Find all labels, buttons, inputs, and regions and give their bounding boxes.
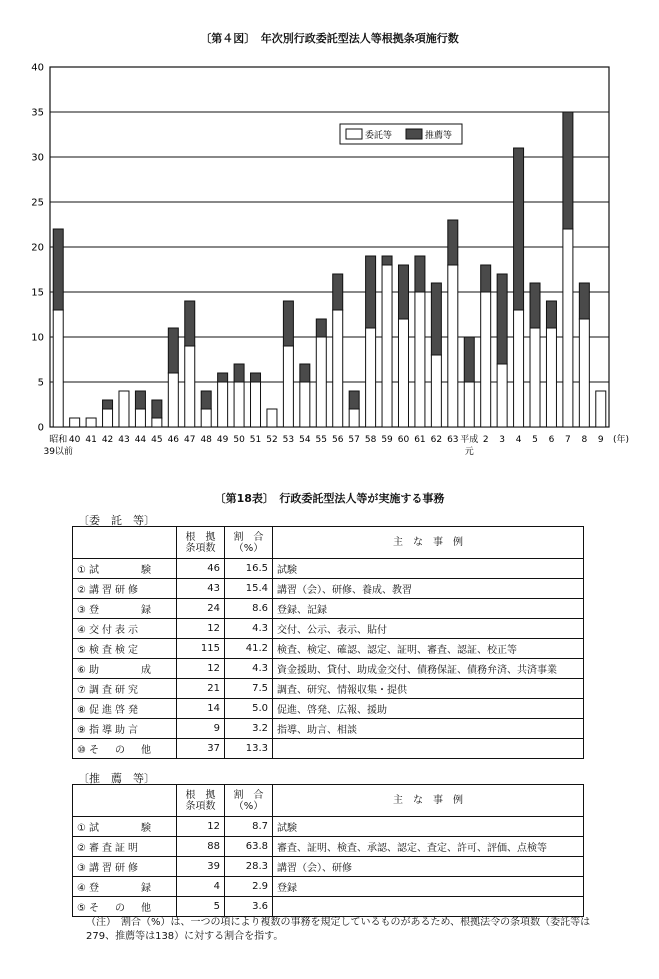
- cell-ratio: 13.3: [225, 739, 273, 759]
- bar-itaku: [349, 409, 359, 427]
- cell-example: 講習（会）、研修、養成、教習: [273, 579, 584, 599]
- bar-suisen: [579, 283, 589, 319]
- cell-count: 12: [177, 619, 225, 639]
- bar-suisen: [251, 373, 261, 382]
- cell-ratio: 28.3: [225, 857, 273, 877]
- bar-itaku: [382, 265, 392, 427]
- x-tick-label: 49: [216, 435, 229, 445]
- header-count: 根 拠 条項数: [177, 527, 225, 559]
- cell-example: 講習（会）、研修: [273, 857, 584, 877]
- cell-ratio: 4.3: [225, 659, 273, 679]
- x-tick-label: 62: [430, 435, 443, 445]
- bar-suisen: [514, 148, 524, 310]
- bar-suisen: [168, 328, 178, 373]
- cell-ratio: 41.2: [225, 639, 273, 659]
- bar-itaku: [398, 319, 408, 427]
- bar-suisen: [431, 283, 441, 355]
- cell-example: 促進、啓発、広報、援助: [273, 699, 584, 719]
- x-tick-label: 45: [151, 435, 163, 445]
- bar-itaku: [53, 310, 63, 427]
- bar-itaku: [185, 346, 195, 427]
- stacked-bar-chart: [0, 0, 659, 470]
- table-row: [73, 659, 584, 679]
- cell-item: ④登 録: [73, 877, 177, 897]
- bar-itaku: [579, 319, 589, 427]
- bar-itaku: [546, 328, 556, 427]
- cell-item: ⑧促進啓発: [73, 699, 177, 719]
- x-tick-label: 52: [266, 435, 278, 445]
- table-row: [73, 857, 584, 877]
- cell-count: 5: [177, 897, 225, 917]
- cell-ratio: 15.4: [225, 579, 273, 599]
- bar-itaku: [283, 346, 293, 427]
- x-tick-label: 60: [397, 435, 410, 445]
- cell-example: 調査、研究、情報収集・提供: [273, 679, 584, 699]
- cell-count: 46: [177, 559, 225, 579]
- bar-suisen: [316, 319, 326, 337]
- y-tick-label: 25: [31, 197, 44, 209]
- itaku-table: [72, 526, 584, 759]
- cell-count: 39: [177, 857, 225, 877]
- header-count: 根 拠 条項数: [177, 785, 225, 817]
- y-tick-label: 35: [31, 107, 44, 119]
- y-tick-label: 40: [31, 62, 44, 74]
- bar-itaku: [497, 364, 507, 427]
- cell-example: 登録、記録: [273, 599, 584, 619]
- y-tick-label: 30: [31, 152, 44, 164]
- cell-example: [273, 897, 584, 917]
- cell-example: [273, 739, 584, 759]
- x-tick-label: 2: [482, 435, 489, 445]
- table-title: 〔第18表〕 行政委託型法人等が実施する事務: [214, 492, 445, 505]
- x-tick-label: 56: [331, 435, 344, 445]
- cell-item: ③講習研修: [73, 857, 177, 877]
- table-row: [73, 837, 584, 857]
- bar-suisen: [103, 400, 113, 409]
- bar-itaku: [267, 409, 277, 427]
- x-tick-label: 58: [364, 435, 377, 445]
- x-tick-label: 9: [597, 435, 604, 445]
- x-tick-label: 43: [118, 435, 130, 445]
- x-tick-label: 59: [381, 435, 393, 445]
- x-tick-label: 元: [464, 447, 474, 457]
- table-row: [73, 817, 584, 837]
- bar-suisen: [53, 229, 63, 310]
- bar-suisen: [481, 265, 491, 292]
- bar-suisen: [300, 364, 310, 382]
- x-tick-label: 44: [134, 435, 147, 445]
- cell-example: 資金援助、貸付、助成金交付、債務保証、債務弁済、共済事業: [273, 659, 584, 679]
- table-row: [73, 619, 584, 639]
- cell-ratio: 63.8: [225, 837, 273, 857]
- x-tick-label: 7: [565, 435, 571, 445]
- cell-item: ⑤そ の 他: [73, 897, 177, 917]
- header-item: [73, 785, 177, 817]
- x-tick-label: 47: [184, 435, 196, 445]
- x-tick-label: 3: [499, 435, 505, 445]
- bar-suisen: [530, 283, 540, 328]
- figure-title: 〔第４図〕 年次別行政委託型法人等根拠条項施行数: [200, 32, 459, 45]
- x-tick-label: 4: [515, 435, 522, 445]
- cell-count: 12: [177, 817, 225, 837]
- cell-item: ⑦調査研究: [73, 679, 177, 699]
- bar-itaku: [135, 409, 145, 427]
- cell-ratio: 3.6: [225, 897, 273, 917]
- table-row: [73, 739, 584, 759]
- y-tick-label: 0: [37, 422, 44, 434]
- header-example: 主 な 事 例: [273, 785, 584, 817]
- legend-swatch-suisen: [406, 129, 422, 139]
- table-row: [73, 897, 584, 917]
- cell-count: 43: [177, 579, 225, 599]
- cell-item: ④交付表示: [73, 619, 177, 639]
- table-row: [73, 559, 584, 579]
- cell-ratio: 7.5: [225, 679, 273, 699]
- bar-suisen: [546, 301, 556, 328]
- bar-itaku: [415, 292, 425, 427]
- cell-count: 21: [177, 679, 225, 699]
- header-ratio: 割 合 （%）: [225, 527, 273, 559]
- y-tick-label: 10: [31, 332, 44, 344]
- bar-itaku: [300, 382, 310, 427]
- bar-itaku: [201, 409, 211, 427]
- cell-ratio: 8.7: [225, 817, 273, 837]
- bar-itaku: [333, 310, 343, 427]
- bar-itaku: [563, 229, 573, 427]
- x-tick-label: 41: [85, 435, 97, 445]
- cell-count: 37: [177, 739, 225, 759]
- table-row: [73, 679, 584, 699]
- bar-itaku: [596, 391, 606, 427]
- cell-example: 審査、証明、検査、承認、認定、査定、許可、評価、点検等: [273, 837, 584, 857]
- cell-item: ⑥助 成: [73, 659, 177, 679]
- table-note: （注） 割合（%）は、一つの項により複数の事務を規定しているものがあるため、根拠法令の条項数（委託等は279、推薦等は138）に対する割合を指す。: [86, 917, 591, 942]
- bar-suisen: [448, 220, 458, 265]
- cell-count: 9: [177, 719, 225, 739]
- cell-example: 検査、検定、確認、認定、証明、審査、認証、校正等: [273, 639, 584, 659]
- bar-suisen: [563, 112, 573, 229]
- bar-itaku: [119, 391, 129, 427]
- header-item: [73, 527, 177, 559]
- legend-label-itaku: 委託等: [365, 131, 393, 141]
- x-tick-label: 48: [200, 435, 212, 445]
- cell-count: 24: [177, 599, 225, 619]
- cell-ratio: 5.0: [225, 699, 273, 719]
- bar-itaku: [86, 418, 96, 427]
- cell-item: ②審査証明: [73, 837, 177, 857]
- legend-label-suisen: 推薦等: [425, 131, 453, 141]
- x-tick-label: 5: [532, 435, 538, 445]
- y-tick-label: 20: [31, 242, 44, 254]
- bar-suisen: [218, 373, 228, 382]
- bar-suisen: [185, 301, 195, 346]
- bar-itaku: [316, 337, 326, 427]
- legend-swatch-itaku: [346, 129, 362, 139]
- x-tick-label: 39以前: [43, 447, 73, 457]
- x-tick-label: 40: [68, 435, 81, 445]
- x-tick-label: 50: [233, 435, 245, 445]
- header-ratio: 割 合 （%）: [225, 785, 273, 817]
- itaku-section-label: 〔委 託 等〕: [78, 514, 155, 527]
- x-axis-label: (年): [613, 435, 630, 445]
- bar-itaku: [530, 328, 540, 427]
- cell-count: 12: [177, 659, 225, 679]
- cell-example: 登録: [273, 877, 584, 897]
- bar-suisen: [234, 364, 244, 382]
- x-tick-label: 6: [548, 435, 555, 445]
- bar-itaku: [514, 310, 524, 427]
- cell-count: 88: [177, 837, 225, 857]
- cell-count: 14: [177, 699, 225, 719]
- bar-itaku: [464, 382, 474, 427]
- x-tick-label: 53: [282, 435, 295, 445]
- bar-suisen: [152, 400, 162, 418]
- cell-example: 試験: [273, 817, 584, 837]
- cell-ratio: 2.9: [225, 877, 273, 897]
- cell-ratio: 3.2: [225, 719, 273, 739]
- bar-itaku: [70, 418, 80, 427]
- cell-count: 4: [177, 877, 225, 897]
- cell-ratio: 4.3: [225, 619, 273, 639]
- bar-suisen: [398, 265, 408, 319]
- x-tick-label: 55: [315, 435, 328, 445]
- cell-item: ③登 録: [73, 599, 177, 619]
- bar-itaku: [234, 382, 244, 427]
- x-tick-label: 46: [167, 435, 180, 445]
- bar-itaku: [168, 373, 178, 427]
- table-row: [73, 719, 584, 739]
- cell-item: ⑤検査検定: [73, 639, 177, 659]
- suisen-header-row: [73, 785, 584, 817]
- cell-example: 試験: [273, 559, 584, 579]
- x-tick-label: 63: [447, 435, 459, 445]
- bar-itaku: [218, 382, 228, 427]
- table-row: [73, 639, 584, 659]
- cell-example: 指導、助言、相談: [273, 719, 584, 739]
- cell-ratio: 16.5: [225, 559, 273, 579]
- itaku-header-row: [73, 527, 584, 559]
- cell-item: ⑩そ の 他: [73, 739, 177, 759]
- suisen-table: [72, 784, 584, 917]
- table-row: [73, 877, 584, 897]
- cell-example: 交付、公示、表示、貼付: [273, 619, 584, 639]
- bar-suisen: [415, 256, 425, 292]
- bar-suisen: [497, 274, 507, 364]
- x-tick-label: 61: [414, 435, 426, 445]
- bar-itaku: [448, 265, 458, 427]
- x-tick-label: 平成: [460, 435, 479, 445]
- x-tick-label: 54: [299, 435, 311, 445]
- bar-itaku: [481, 292, 491, 427]
- x-tick-label: 57: [348, 435, 360, 445]
- x-tick-label: 昭和: [49, 435, 68, 445]
- cell-item: ②講習研修: [73, 579, 177, 599]
- bar-suisen: [283, 301, 293, 346]
- x-tick-label: 51: [249, 435, 262, 445]
- cell-ratio: 8.6: [225, 599, 273, 619]
- bar-suisen: [333, 274, 343, 310]
- table-row: [73, 699, 584, 719]
- x-tick-label: 8: [581, 435, 588, 445]
- bar-itaku: [366, 328, 376, 427]
- bar-suisen: [366, 256, 376, 328]
- bar-suisen: [464, 337, 474, 382]
- bar-itaku: [251, 382, 261, 427]
- y-tick-label: 5: [37, 377, 44, 389]
- y-tick-label: 15: [31, 287, 44, 299]
- header-example: 主 な 事 例: [273, 527, 584, 559]
- cell-item: ①試 験: [73, 559, 177, 579]
- bar-suisen: [135, 391, 145, 409]
- x-tick-label: 42: [101, 435, 114, 445]
- cell-count: 115: [177, 639, 225, 659]
- bar-itaku: [431, 355, 441, 427]
- bar-suisen: [349, 391, 359, 409]
- suisen-section-label: 〔推 薦 等〕: [78, 772, 155, 785]
- cell-item: ①試 験: [73, 817, 177, 837]
- bar-suisen: [382, 256, 392, 265]
- bar-itaku: [152, 418, 162, 427]
- table-row: [73, 599, 584, 619]
- cell-item: ⑨指導助言: [73, 719, 177, 739]
- table-row: [73, 579, 584, 599]
- bar-itaku: [103, 409, 113, 427]
- bar-suisen: [201, 391, 211, 409]
